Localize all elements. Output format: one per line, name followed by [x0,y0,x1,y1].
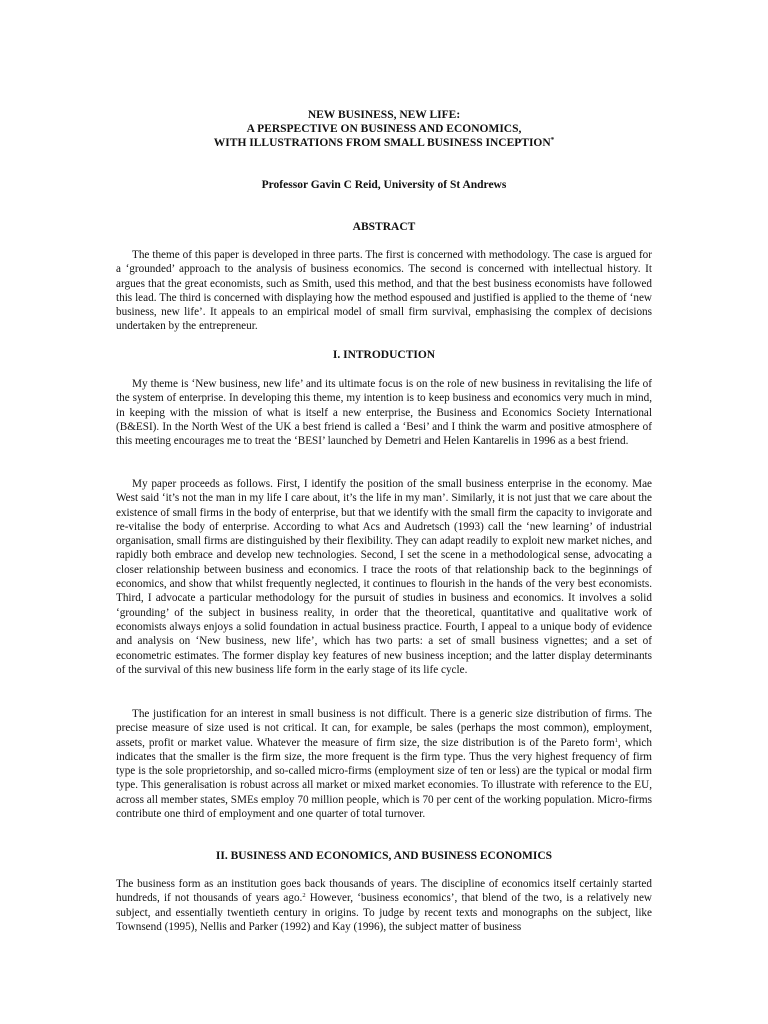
intro-paragraph-2: My paper proceeds as follows. First, I identify the position of the small business enterprise in the economy. Mae West said ‘it’s not the man in my life I care about, it’s the life in my man’. Similarly, it is not just that we care about the existence of small firms in the body of enterprise, but that we identify with the small firm the capacity to invigorate and re-vitalise the body of enterprise. According to what Acs and Audretsch (1993) call the ‘new learning’ of industrial organisation, small firms are distinguished by their flexibility. They can adapt readily to exploit new market niches, and rapidly both embrace and develop new technologies. Second, I set the scene in a methodological sense, advocating a closer relationship between business and economics. I trace the roots of that relationship back to the beginnings of economics, and show that whilst frequently neglected, it continues to flourish in the hands of the very best economists. Third, I advocate a particular methodology for the pursuit of studies in business and economics. It involves a solid ‘grounding’ of the subject in business reality, in order that the theoretical, quantitative and qualitative work of economists always enjoys a solid foundation in actual business practice. Fourth, I appeal to a unique body of evidence and analysis on ‘New business, new life’, which has two parts: a set of small business vignettes; and a set of econometric estimates. The former display key features of new business inception; and the latter display determinants of the survival of this new business life form in the early stage of its life cycle. [116,478,652,676]
abstract-heading: ABSTRACT [352,221,416,233]
title-footnote-marker: * [550,136,555,144]
footnote-ref-2: 2 [302,892,306,900]
business-economics-heading: II. BUSINESS AND ECONOMICS, AND BUSINESS ECONOMICS [215,850,553,862]
business-paragraph-part-a: The business form as an institution goes back thousands of years. The discipline of economics itself certainly started hundreds, if not thousands of years ago. [116,878,652,905]
abstract-paragraph: The theme of this paper is developed in three parts. The first is concerned with methodology. The case is argued for a ‘grounded’ approach to the analysis of business economics. The second is concerned with intellectual history. It argues that the great economists, such as Smith, used this method, and that the best business economists have followed this lead. The third is concerned with displaying how the method espoused and justified is applied to the theme of ‘new business, new life’. It appeals to an empirical model of small firm survival, emphasising the complex of decisions undertaken by the entrepreneur. [116,249,652,333]
author-line: Professor Gavin C Reid, University of St Andrews [261,179,507,191]
intro-paragraph-1: My theme is ‘New business, new life’ and its ultimate focus is on the role of new business in revitalising the life of the system of enterprise. In developing this theme, my intention is to keep business and economics very much in mind, in keeping with the mission of what is itself a new enterprise, the Business and Economics Society International (B&ESI). In the North West of the UK a best friend is called a ‘Besi’ and I think the warm and positive atmosphere of this meeting encourages me to treat the ‘BESI’ launched by Demetri and Helen Kantarelis in 1996 as a best friend. [116,378,652,448]
footnote-ref-1: 1 [614,736,618,744]
title-line-1: NEW BUSINESS, NEW LIFE: [307,109,461,121]
intro-paragraph-3 [116,707,652,821]
business-economics-paragraph-1 [116,877,652,934]
title-line-3-text: WITH ILLUSTRATIONS FROM SMALL BUSINESS INCEPTION [213,137,551,149]
intro-paragraph-3-part-b: , which indicates that the smaller is the firm size, the more frequent is the firm type. Thus the very highest frequency of firm type is the sole proprietorship, and so-called micro-firms (employment size of ten or less) are the typical or modal firm type. This generalisation is robust across all market or mixed market economies. To illustrate with reference to the EU, across all member states, SMEs employ 70 million people, which is 70 per cent of the working population. Micro-firms contribute one third of employment and one quarter of total turnover. [116,736,652,821]
title-line-3 [116,136,652,150]
title-line-2: A PERSPECTIVE ON BUSINESS AND ECONOMICS, [246,123,522,135]
paper-title [116,108,652,150]
intro-paragraph-3-part-a: The justification for an interest in small business is not difficult. There is a generic size distribution of firms. The precise measure of size used is not critical. It can, for example, be sales (perhaps the most common), employment, assets, profit or market value. Whatever the measure of firm size, the size distribution is of the Pareto form [116,708,652,749]
business-paragraph-part-b: However, ‘business economics’, that blend of the two, is a relatively new subject, and essentially twentieth century in origins. To judge by recent texts and monographs on the subject, like Townsend (1995), Nellis and Parker (1992) and Kay (1996), the subject matter of business [116,892,652,933]
introduction-heading: I. INTRODUCTION [332,349,436,361]
